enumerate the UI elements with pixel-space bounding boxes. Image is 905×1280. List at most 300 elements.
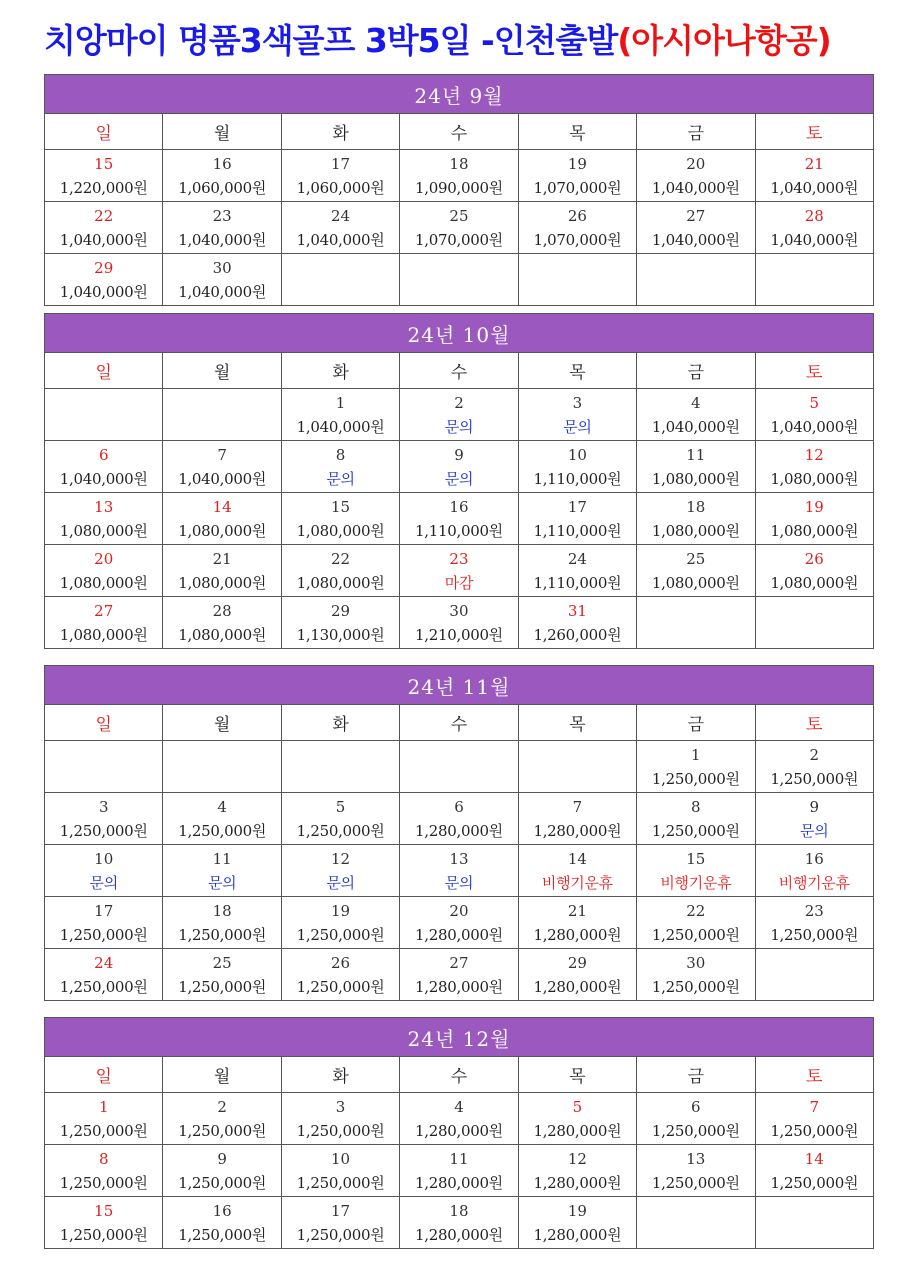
- day-number: 15: [686, 849, 706, 868]
- day-number: 12: [567, 1149, 587, 1168]
- day-price: 1,250,000원: [651, 1173, 740, 1192]
- day-cell[interactable]: [637, 493, 755, 545]
- day-number: 12: [331, 849, 351, 868]
- day-status: 비행기운휴: [541, 873, 613, 892]
- day-cell[interactable]: [163, 793, 281, 845]
- weekday-tue: 화: [281, 353, 399, 389]
- day-price: 1,250,000원: [651, 1121, 740, 1140]
- day-price: 1,280,000원: [415, 1225, 503, 1244]
- day-price: 1,110,000원: [415, 521, 503, 540]
- day-number: 3: [335, 1097, 346, 1116]
- weekday-tue: 화: [281, 114, 399, 150]
- day-number: 13: [686, 1149, 706, 1168]
- day-number: 8: [335, 445, 346, 464]
- day-cell[interactable]: [518, 150, 636, 202]
- day-price: 1,280,000원: [415, 1173, 503, 1192]
- day-number: 1: [691, 745, 701, 764]
- day-cell[interactable]: [45, 845, 163, 897]
- day-cell[interactable]: [755, 202, 873, 254]
- day-cell[interactable]: [518, 441, 636, 493]
- day-cell[interactable]: [45, 793, 163, 845]
- day-cell[interactable]: [45, 1145, 163, 1197]
- day-number: 15: [94, 1201, 114, 1220]
- weekday-sat: 토: [755, 1057, 873, 1093]
- day-cell[interactable]: [400, 545, 518, 597]
- empty-day-cell: [637, 254, 755, 306]
- day-cell[interactable]: [163, 202, 281, 254]
- day-number: 5: [335, 797, 346, 816]
- day-cell[interactable]: [518, 493, 636, 545]
- day-number: 6: [691, 1097, 701, 1116]
- month-calendar: [44, 1017, 874, 1249]
- day-price: 1,250,000원: [178, 977, 267, 996]
- day-number: 1: [335, 393, 346, 412]
- day-number: 12: [804, 445, 824, 464]
- day-price: 1,250,000원: [178, 1173, 267, 1192]
- weekday-wed: 수: [400, 114, 518, 150]
- day-status: 비행기운휴: [660, 873, 732, 892]
- day-number: 5: [572, 1097, 583, 1116]
- day-cell[interactable]: [281, 150, 399, 202]
- empty-day-cell: [400, 741, 518, 793]
- weekday-wed: 수: [400, 353, 518, 389]
- weekday-tue: 화: [281, 1057, 399, 1093]
- day-cell[interactable]: [518, 202, 636, 254]
- page-title: [44, 14, 904, 68]
- day-number: 4: [217, 797, 227, 816]
- day-cell[interactable]: [400, 202, 518, 254]
- day-number: 27: [686, 206, 706, 225]
- day-cell[interactable]: [518, 545, 636, 597]
- day-price: 1,040,000원: [770, 417, 859, 436]
- day-cell[interactable]: [755, 493, 873, 545]
- day-number: 13: [449, 849, 469, 868]
- day-cell[interactable]: [637, 1145, 755, 1197]
- day-number: 18: [449, 1201, 469, 1220]
- day-number: 13: [94, 497, 114, 516]
- weekday-mon: 월: [163, 705, 281, 741]
- day-cell[interactable]: [400, 441, 518, 493]
- day-cell[interactable]: [281, 1197, 399, 1249]
- day-cell[interactable]: [637, 741, 755, 793]
- weekday-fri: 금: [637, 705, 755, 741]
- day-cell[interactable]: [518, 597, 636, 649]
- day-status: 비행기운휴: [778, 873, 850, 892]
- day-cell[interactable]: [518, 1197, 636, 1249]
- day-price: 1,250,000원: [770, 1121, 859, 1140]
- day-number: 27: [449, 953, 469, 972]
- day-price: 1,280,000원: [415, 925, 503, 944]
- day-cell[interactable]: [45, 441, 163, 493]
- day-cell[interactable]: [163, 845, 281, 897]
- weekday-sat: 토: [755, 353, 873, 389]
- day-cell[interactable]: [755, 389, 873, 441]
- empty-day-cell: [755, 949, 873, 1001]
- weekday-tue: 화: [281, 705, 399, 741]
- day-cell[interactable]: [518, 1145, 636, 1197]
- day-number: 27: [94, 601, 114, 620]
- day-number: 9: [809, 797, 820, 816]
- day-number: 9: [217, 1149, 227, 1168]
- day-price: 1,080,000원: [59, 521, 148, 540]
- day-number: 25: [686, 549, 706, 568]
- day-number: 11: [449, 1149, 469, 1168]
- day-price: 1,280,000원: [415, 1121, 503, 1140]
- day-price: 1,060,000원: [178, 178, 267, 197]
- day-status: 문의: [444, 417, 474, 436]
- day-cell[interactable]: [637, 545, 755, 597]
- day-price: 1,250,000원: [651, 769, 740, 788]
- day-number: 23: [804, 901, 824, 920]
- day-cell[interactable]: [637, 897, 755, 949]
- day-number: 9: [454, 445, 464, 464]
- day-price: 1,220,000원: [59, 178, 148, 197]
- day-number: 24: [94, 953, 114, 972]
- day-cell[interactable]: [755, 845, 873, 897]
- day-cell[interactable]: [400, 1093, 518, 1145]
- day-cell[interactable]: [45, 597, 163, 649]
- day-cell[interactable]: [45, 545, 163, 597]
- day-cell[interactable]: [281, 845, 399, 897]
- day-number: 19: [567, 1201, 587, 1220]
- weekday-thu: 목: [518, 705, 636, 741]
- day-cell[interactable]: [518, 897, 636, 949]
- weekday-mon: 월: [163, 1057, 281, 1093]
- day-cell[interactable]: [637, 441, 755, 493]
- day-price: 1,080,000원: [770, 573, 859, 592]
- day-cell[interactable]: [518, 845, 636, 897]
- day-price: 1,250,000원: [59, 821, 148, 840]
- day-price: 1,250,000원: [178, 821, 267, 840]
- day-number: 15: [331, 497, 351, 516]
- day-number: 21: [567, 901, 587, 920]
- day-status: 문의: [326, 469, 355, 488]
- day-cell[interactable]: [637, 845, 755, 897]
- day-number: 11: [212, 849, 232, 868]
- week-row: [45, 949, 874, 1001]
- day-cell[interactable]: [163, 545, 281, 597]
- day-cell[interactable]: [45, 897, 163, 949]
- day-cell[interactable]: [637, 150, 755, 202]
- day-price: 1,040,000원: [59, 230, 148, 249]
- day-cell[interactable]: [163, 150, 281, 202]
- day-number: 18: [449, 154, 469, 173]
- day-status: 마감: [444, 573, 474, 592]
- day-price: 1,080,000원: [770, 469, 859, 488]
- day-cell[interactable]: [400, 150, 518, 202]
- day-number: 6: [454, 797, 464, 816]
- day-price: 1,110,000원: [533, 573, 622, 592]
- week-row: [45, 389, 874, 441]
- day-price: 1,250,000원: [770, 1173, 859, 1192]
- day-number: 7: [217, 445, 227, 464]
- day-cell[interactable]: [45, 1093, 163, 1145]
- day-cell[interactable]: [637, 793, 755, 845]
- day-cell[interactable]: [163, 949, 281, 1001]
- day-cell[interactable]: [281, 1093, 399, 1145]
- day-cell[interactable]: [400, 845, 518, 897]
- day-price: 1,260,000원: [533, 625, 622, 644]
- day-cell[interactable]: [45, 150, 163, 202]
- week-row: [45, 202, 874, 254]
- day-number: 22: [686, 901, 706, 920]
- empty-day-cell: [755, 254, 873, 306]
- day-cell[interactable]: [281, 793, 399, 845]
- empty-day-cell: [518, 254, 636, 306]
- day-cell[interactable]: [755, 545, 873, 597]
- day-number: 10: [331, 1149, 351, 1168]
- day-price: 1,060,000원: [296, 178, 385, 197]
- day-cell[interactable]: [755, 1145, 873, 1197]
- day-price: 1,080,000원: [651, 469, 740, 488]
- day-cell[interactable]: [281, 949, 399, 1001]
- week-row: [45, 1145, 874, 1197]
- day-number: 23: [449, 549, 469, 568]
- day-cell[interactable]: [755, 150, 873, 202]
- day-number: 8: [691, 797, 701, 816]
- day-status: 문의: [444, 873, 474, 892]
- weekday-fri: 금: [637, 353, 755, 389]
- day-price: 1,040,000원: [296, 230, 385, 249]
- day-price: 1,250,000원: [178, 1121, 267, 1140]
- day-cell[interactable]: [400, 1197, 518, 1249]
- day-number: 22: [94, 206, 114, 225]
- week-row: [45, 897, 874, 949]
- day-number: 16: [212, 1201, 232, 1220]
- week-row: [45, 1093, 874, 1145]
- empty-day-cell: [281, 741, 399, 793]
- day-price: 1,280,000원: [533, 1225, 622, 1244]
- day-number: 17: [331, 154, 351, 173]
- day-number: 25: [212, 953, 232, 972]
- day-number: 29: [94, 258, 114, 277]
- day-price: 1,040,000원: [178, 469, 267, 488]
- day-cell[interactable]: [755, 793, 873, 845]
- day-price: 1,080,000원: [296, 521, 385, 540]
- empty-day-cell: [755, 1197, 873, 1249]
- empty-day-cell: [637, 597, 755, 649]
- day-number: 3: [98, 797, 109, 816]
- day-number: 30: [686, 953, 706, 972]
- day-number: 15: [94, 154, 114, 173]
- weekday-fri: 금: [637, 1057, 755, 1093]
- day-cell[interactable]: [163, 597, 281, 649]
- day-number: 3: [572, 393, 583, 412]
- month-title: 24년 12월: [45, 1018, 874, 1057]
- day-number: 1: [98, 1097, 109, 1116]
- weekday-thu: 목: [518, 1057, 636, 1093]
- day-price: 1,040,000원: [651, 417, 740, 436]
- day-price: 1,080,000원: [651, 573, 740, 592]
- day-price: 1,250,000원: [296, 821, 385, 840]
- month-calendar: [44, 74, 874, 306]
- day-price: 1,040,000원: [651, 178, 740, 197]
- day-status: 문의: [444, 469, 474, 488]
- day-number: 16: [804, 849, 824, 868]
- day-cell[interactable]: [281, 545, 399, 597]
- day-price: 1,040,000원: [59, 469, 148, 488]
- day-cell[interactable]: [163, 1197, 281, 1249]
- day-cell[interactable]: [400, 1145, 518, 1197]
- day-price: 1,250,000원: [651, 925, 740, 944]
- day-number: 28: [804, 206, 824, 225]
- day-number: 20: [94, 549, 114, 568]
- weekday-mon: 월: [163, 353, 281, 389]
- weekday-sun: 일: [45, 353, 163, 389]
- day-price: 1,280,000원: [533, 977, 622, 996]
- day-cell[interactable]: [45, 254, 163, 306]
- day-cell[interactable]: [755, 1093, 873, 1145]
- day-price: 1,080,000원: [770, 521, 859, 540]
- weekday-sun: 일: [45, 114, 163, 150]
- day-cell[interactable]: [637, 389, 755, 441]
- month-calendar: [44, 665, 874, 1001]
- day-number: 28: [212, 601, 232, 620]
- day-number: 22: [331, 549, 351, 568]
- week-row: [45, 150, 874, 202]
- day-cell[interactable]: [163, 1093, 281, 1145]
- week-row: [45, 545, 874, 597]
- day-cell[interactable]: [281, 202, 399, 254]
- day-cell[interactable]: [163, 493, 281, 545]
- day-cell[interactable]: [281, 597, 399, 649]
- day-status: 문의: [563, 417, 592, 436]
- day-number: 20: [449, 901, 469, 920]
- day-cell[interactable]: [163, 441, 281, 493]
- day-cell[interactable]: [518, 1093, 636, 1145]
- day-number: 19: [567, 154, 587, 173]
- day-cell[interactable]: [281, 1145, 399, 1197]
- day-number: 10: [94, 849, 114, 868]
- day-number: 21: [804, 154, 824, 173]
- day-cell[interactable]: [400, 897, 518, 949]
- day-price: 1,070,000원: [533, 230, 622, 249]
- day-cell[interactable]: [281, 493, 399, 545]
- day-number: 29: [567, 953, 587, 972]
- day-price: 1,250,000원: [59, 1121, 148, 1140]
- day-price: 1,280,000원: [533, 1173, 622, 1192]
- day-number: 5: [809, 393, 820, 412]
- day-cell[interactable]: [163, 254, 281, 306]
- day-number: 20: [686, 154, 706, 173]
- day-number: 16: [449, 497, 469, 516]
- day-number: 4: [454, 1097, 464, 1116]
- day-cell[interactable]: [637, 202, 755, 254]
- week-row: [45, 597, 874, 649]
- day-number: 25: [449, 206, 469, 225]
- day-status: 문의: [89, 873, 118, 892]
- day-cell[interactable]: [163, 1145, 281, 1197]
- day-price: 1,250,000원: [770, 925, 859, 944]
- day-price: 1,040,000원: [178, 282, 267, 301]
- day-number: 29: [331, 601, 351, 620]
- day-number: 21: [212, 549, 232, 568]
- day-cell[interactable]: [637, 949, 755, 1001]
- month-title: 24년 10월: [45, 314, 874, 353]
- day-cell[interactable]: [45, 949, 163, 1001]
- day-number: 26: [567, 206, 587, 225]
- day-price: 1,110,000원: [533, 469, 622, 488]
- day-number: 24: [331, 206, 351, 225]
- day-cell[interactable]: [45, 202, 163, 254]
- day-number: 7: [809, 1097, 820, 1116]
- day-cell[interactable]: [281, 389, 399, 441]
- day-price: 1,080,000원: [178, 521, 267, 540]
- day-cell[interactable]: [637, 1093, 755, 1145]
- day-price: 1,080,000원: [59, 625, 148, 644]
- day-cell[interactable]: [281, 897, 399, 949]
- day-number: 8: [98, 1149, 109, 1168]
- empty-day-cell: [45, 741, 163, 793]
- day-number: 17: [331, 1201, 351, 1220]
- day-cell[interactable]: [518, 389, 636, 441]
- day-cell[interactable]: [163, 897, 281, 949]
- day-price: 1,080,000원: [59, 573, 148, 592]
- weekday-sat: 토: [755, 114, 873, 150]
- day-price: 1,040,000원: [651, 230, 740, 249]
- week-row: [45, 441, 874, 493]
- day-price: 1,250,000원: [296, 1173, 385, 1192]
- day-cell[interactable]: [755, 897, 873, 949]
- empty-day-cell: [518, 741, 636, 793]
- day-cell[interactable]: [400, 597, 518, 649]
- day-price: 1,250,000원: [651, 977, 740, 996]
- day-price: 1,080,000원: [296, 573, 385, 592]
- day-number: 26: [331, 953, 351, 972]
- day-price: 1,250,000원: [59, 1225, 148, 1244]
- day-price: 1,250,000원: [59, 925, 148, 944]
- month-title: 24년 9월: [45, 75, 874, 114]
- day-number: 4: [691, 393, 701, 412]
- day-price: 1,090,000원: [415, 178, 503, 197]
- day-cell[interactable]: [518, 949, 636, 1001]
- day-number: 18: [212, 901, 232, 920]
- day-price: 1,070,000원: [533, 178, 622, 197]
- empty-day-cell: [400, 254, 518, 306]
- day-number: 23: [212, 206, 232, 225]
- day-price: 1,280,000원: [533, 821, 622, 840]
- empty-day-cell: [637, 1197, 755, 1249]
- day-number: 26: [804, 549, 824, 568]
- day-cell[interactable]: [45, 493, 163, 545]
- empty-day-cell: [163, 741, 281, 793]
- weekday-wed: 수: [400, 1057, 518, 1093]
- day-cell[interactable]: [518, 793, 636, 845]
- day-cell[interactable]: [755, 441, 873, 493]
- title-main: 치앙마이 명품3색골프 3박5일 -인천출발: [44, 21, 618, 60]
- day-number: 2: [809, 745, 820, 764]
- weekday-thu: 목: [518, 353, 636, 389]
- empty-day-cell: [45, 389, 163, 441]
- day-cell[interactable]: [281, 441, 399, 493]
- day-price: 1,040,000원: [178, 230, 267, 249]
- day-cell[interactable]: [400, 793, 518, 845]
- day-cell[interactable]: [755, 741, 873, 793]
- month-calendar: [44, 313, 874, 649]
- day-cell[interactable]: [400, 493, 518, 545]
- day-number: 30: [212, 258, 232, 277]
- title-airline: (아시아나항공): [617, 21, 831, 60]
- day-price: 1,280,000원: [415, 821, 503, 840]
- weekday-mon: 월: [163, 114, 281, 150]
- weekday-thu: 목: [518, 114, 636, 150]
- empty-day-cell: [281, 254, 399, 306]
- day-price: 1,130,000원: [296, 625, 385, 644]
- day-cell[interactable]: [400, 949, 518, 1001]
- day-price: 1,250,000원: [59, 977, 148, 996]
- day-cell[interactable]: [45, 1197, 163, 1249]
- day-cell[interactable]: [400, 389, 518, 441]
